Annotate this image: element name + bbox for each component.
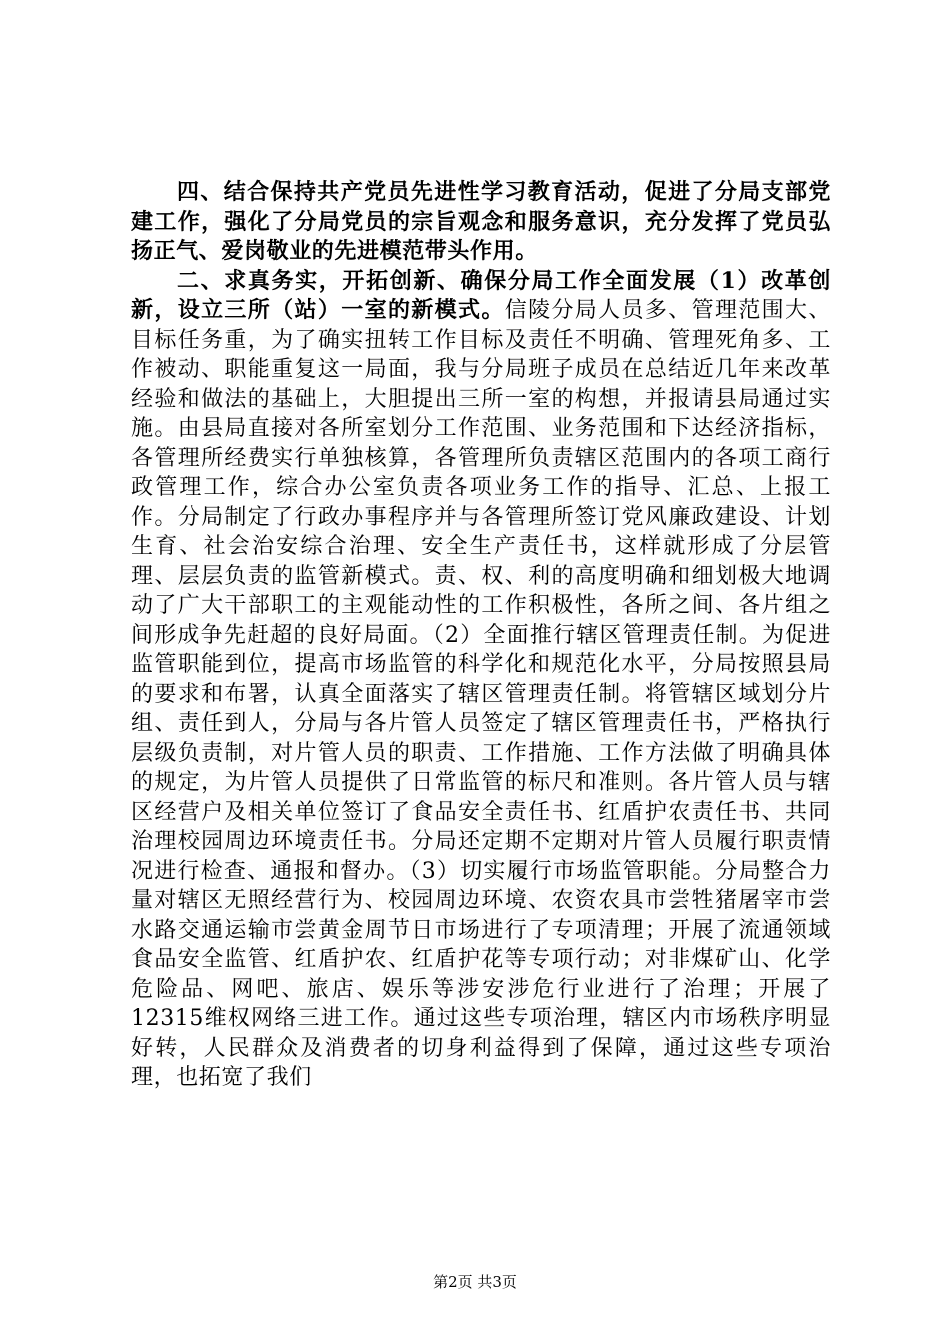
paragraph-reform xyxy=(131,267,831,1093)
document-body xyxy=(131,178,831,1093)
page-footer: 第2页 共3页 xyxy=(433,1273,517,1291)
paragraph-heading: 二、求真务实，开拓创新、确保分局工作全面发展（1）改革创新，设立三所（站）一室的新模式。 xyxy=(131,267,831,323)
paragraph-body: 信陵分局人员多、管理范围大、目标任务重，为了确实扭转工作目标及责任不明确、管理死角多、工作被动、职能重复这一局面，我与分局班子成员在总结近几年来改革经验和做法的基础上，大胆提出三所一室的构想，并报请县局通过实施。由县局直接对各所室划分工作范围、业务范围和下达经济指标，各管理所经费实行单独核算，各管理所负责辖区范围内的各项工商行政管理工作，综合办公室负责各项业务工作的指导、汇总、上报工作。分局制定了行政办事程序并与各管理所签订党风廉政建设、计划生育、社会治安综合治理、安全生产责任书，这样就形成了分层管理、层层负责的监管新模式。责、权、利的高度明确和细划极大地调动了广大干部职工的主观能动性的工作积极性，各所之间、各片组之间形成争先赶超的良好局面。（2）全面推行辖区管理责任制。为促进监管职能到位，提高市场监管的科学化和规范化水平，分局按照县局的要求和布署，认真全面落实了辖区管理责任制。将管辖区域划分片组、责任到人，分局与各片管人员签定了辖区管理责任书，严格执行层级负责制，对片管人员的职责、工作措施、工作方法做了明确具体的规定，为片管人员提供了日常监管的标尺和准则。各片管人员与辖区经营户及相关单位签订了食品安全责任书、红盾护农责任书、共同治理校园周边环境责任书。分局还定期不定期对片管人员履行职责情况进行检查、通报和督办。（3）切实履行市场监管职能。分局整合力量对辖区无照经营行为、校园周边环境、农资农具市尝牲猪屠宰市尝水路交通运输市尝黄金周节日市场进行了专项清理；开展了流通领域食品安全监管、红盾护农、红盾护花等专项行动；对非煤矿山、化学危险品、网吧、旅店、娱乐等涉安涉危行业进行了治理；开展了12315维权网络三进工作。通过这些专项治理，辖区内市场秩序明显好转，人民群众及消费者的切身利益得到了保障，通过这些专项治理，也拓宽了我们 xyxy=(131,298,831,1090)
paragraph-party-building: 四、结合保持共产党员先进性学习教育活动，促进了分局支部党建工作，强化了分局党员的宗旨观念和服务意识，充分发挥了党员弘扬正气、爱岗敬业的先进模范带头作用。 xyxy=(131,179,831,264)
